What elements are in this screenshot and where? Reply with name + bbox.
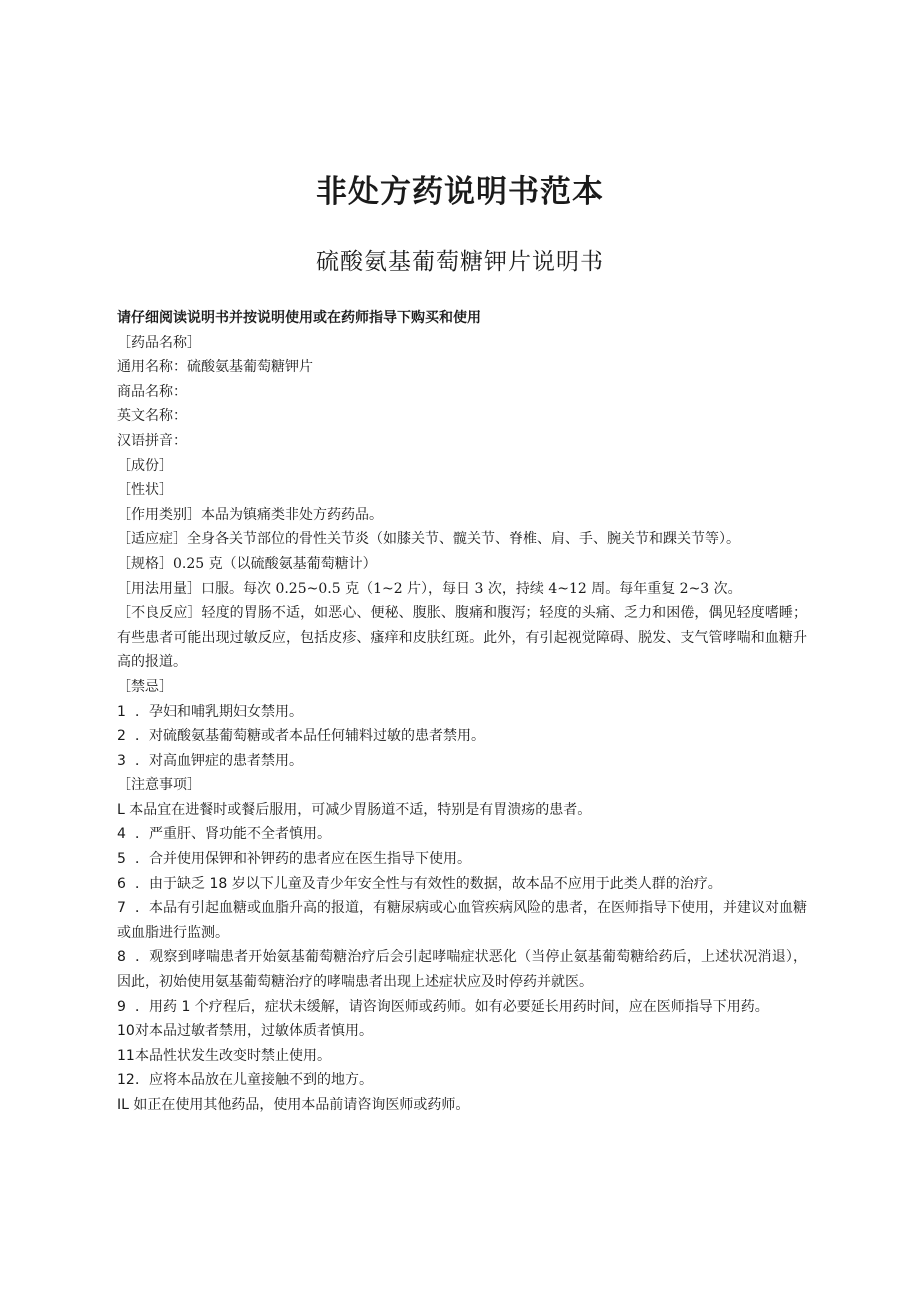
dosage-line: ［用法用量］口服。每次 0.25~0.5 克（1~2 片），每日 3 次，持续 4~12 周。每年重复 2~3 次。 (117, 580, 742, 597)
list-item (117, 1044, 807, 1069)
item-number: 4 (117, 826, 126, 843)
list-item (117, 847, 807, 872)
item-text: L 本品宜在进餐时或餐后服用，可减少胃肠道不适，特别是有胃溃疡的患者。 (117, 801, 592, 818)
item-number: 11 (117, 1047, 135, 1064)
item-number: 1 (117, 703, 126, 720)
list-item (117, 945, 807, 994)
list-item (117, 1068, 807, 1093)
contraindications-header: ［禁忌］ (117, 678, 173, 695)
list-item (117, 724, 807, 749)
list-item (117, 1093, 807, 1118)
specification-line: ［规格］0.25 克（以硫酸氨基葡萄糖计） (117, 555, 377, 572)
list-item (117, 995, 807, 1020)
precautions-header: ［注意事项］ (117, 777, 201, 794)
reading-notice: 请仔细阅读说明书并按说明使用或在药师指导下购买和使用 (117, 310, 481, 326)
generic-name: 通用名称：硫酸氨基葡萄糖钾片 (117, 359, 313, 376)
list-item (117, 822, 807, 847)
item-text: ．本品有引起血糖或血脂升高的报道，有糖尿病或心血管疾病风险的患者，在医师指导下使用，并建议对血糖或血脂进行监测。 (117, 900, 807, 941)
item-text: ．合并使用保钾和补钾药的患者应在医生指导下使用。 (135, 851, 471, 868)
english-name: 英文名称： (117, 408, 187, 425)
item-text: ．由于缺乏 18 岁以下儿童及青少年安全性与有效性的数据，故本品不应用于此类人群的治疗。 (135, 875, 722, 892)
item-text: ．孕妇和哺乳期妇女禁用。 (135, 703, 303, 720)
item-text: ．严重肝、肾功能不全者慎用。 (135, 826, 331, 843)
item-text: ．对高血钾症的患者禁用。 (135, 752, 303, 769)
list-item (117, 1019, 807, 1044)
item-number: 2 (117, 728, 126, 745)
ingredients-header: ［成份］ (117, 457, 173, 474)
item-number: 5 (117, 851, 126, 868)
item-text: 本品性状发生改变时禁止使用。 (135, 1047, 331, 1064)
document-title: 非处方药说明书范本 (316, 174, 604, 210)
adverse-reactions: ［不良反应］轻度的胃肠不适，如恶心、便秘、腹胀、腹痛和腹泻；轻度的头痛、乏力和困倦，偶见轻度嗜睡；有些患者可能出现过敏反应，包括皮疹、瘙痒和皮肤红斑。此外，有引起视觉障碍、脱发、支气管哮喘和血糖升高的报道。 (117, 605, 807, 671)
item-number: 9 (117, 998, 126, 1015)
item-text: ．对硫酸氨基葡萄糖或者本品任何辅料过敏的患者禁用。 (135, 728, 485, 745)
category-line: ［作用类别］本品为镇痛类非处方药药品。 (117, 506, 383, 523)
list-item (117, 798, 807, 823)
item-number: 12 (117, 1072, 135, 1089)
item-text: ．观察到哮喘患者开始氨基葡萄糖治疗后会引起哮喘症状恶化（当停止氨基葡萄糖给药后，上述状况消退），因此，初始使用氨基葡萄糖治疗的哮喘患者出现上述症状应及时停药并就医。 (117, 949, 807, 991)
list-item (117, 896, 807, 945)
list-item (117, 700, 807, 725)
item-number: 7 (117, 900, 126, 917)
item-text: ．应将本品放在儿童接触不到的地方。 (135, 1072, 373, 1089)
document-subtitle: 硫酸氨基葡萄糖钾片说明书 (316, 249, 604, 275)
item-text: IL 如正在使用其他药品，使用本品前请咨询医师或药师。 (117, 1097, 470, 1113)
document-body (117, 306, 807, 1118)
item-number: 8 (117, 949, 126, 966)
item-number: 10 (117, 1023, 135, 1040)
indications-line: ［适应症］全身各关节部位的骨性关节炎（如膝关节、髋关节、脊椎、肩、手、腕关节和踝关节等）。 (117, 531, 740, 548)
contraindications-list (117, 700, 807, 774)
item-number: 3 (117, 752, 126, 769)
item-text: ．用药 1 个疗程后，症状未缓解，请咨询医师或药师。如有必要延长用药时间，应在医师指导下用药。 (135, 998, 769, 1015)
properties-header: ［性状］ (117, 482, 173, 499)
pinyin-name: 汉语拼音： (117, 432, 187, 449)
item-number: 6 (117, 875, 126, 892)
list-item (117, 749, 807, 774)
trade-name: 商品名称： (117, 383, 187, 400)
item-text: 对本品过敏者禁用，过敏体质者慎用。 (135, 1023, 373, 1040)
list-item (117, 872, 807, 897)
drug-name-header: ［药品名称］ (117, 334, 201, 351)
precautions-list (117, 798, 807, 1118)
